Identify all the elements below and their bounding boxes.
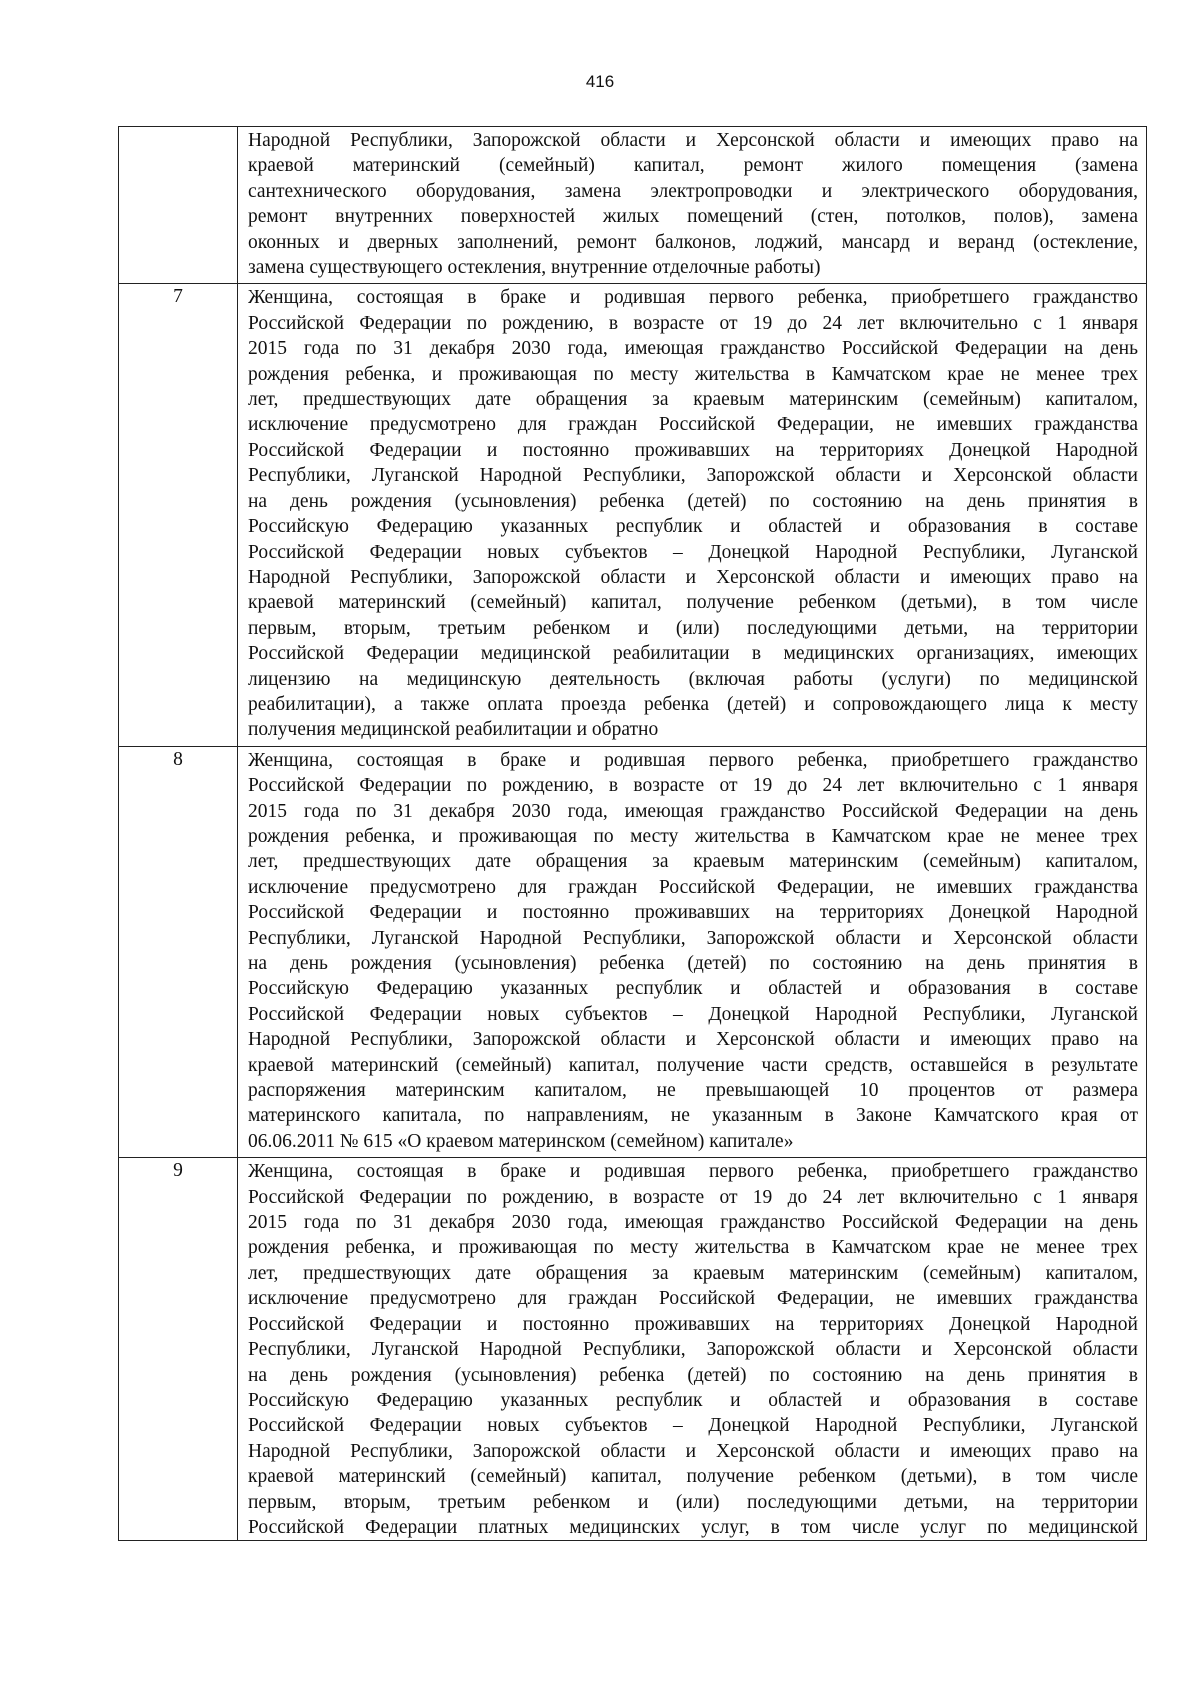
text-line: сантехнического оборудования, замена электропроводки и электрического оборудования, [248, 180, 1138, 202]
table-row [119, 1158, 1147, 1541]
text-line: получения медицинской реабилитации и обратно [248, 719, 659, 741]
text-line: исключение предусмотрено для граждан Российской Федерации, не имевших гражданства [248, 876, 1138, 898]
row-number-cell: 9 [119, 1158, 238, 1541]
text-line: распоряжения материнским капиталом, не превышающей 10 процентов от размера [248, 1080, 1138, 1102]
text-line: на день рождения (усыновления) ребенка (детей) по состоянию на день принятия в [248, 953, 1138, 974]
text-line: Республики, Луганской Народной Республики, Запорожской области и Херсонской области [248, 927, 1138, 949]
text-line: краевой материнский (семейный) капитал, получение части средств, оставшейся в результате [248, 1054, 1138, 1076]
text-line: на день рождения (усыновления) ребенка (детей) по состоянию на день принятия в [248, 490, 1138, 512]
text-line: лет, предшествующих дате обращения за краевым материнским (семейным) капиталом, [248, 851, 1138, 873]
text-line: материнского капитала, по направлениям, не указанным в Законе Камчатского края от [248, 1105, 1138, 1127]
text-line: 2015 года по 31 декабря 2030 года, имеющая гражданство Российской Федерации на день [248, 338, 1138, 360]
text-line: 2015 года по 31 декабря 2030 года, имеющая гражданство Российской Федерации на день [248, 800, 1138, 822]
text-line: Женщина, состоящая в браке и родившая первого ребенка, приобретшего гражданство [248, 1161, 1138, 1183]
text-line: Российской Федерации по рождению, в возрасте от 19 до 24 лет включительно с 1 января [248, 312, 1138, 334]
text-line: Российской Федерации по рождению, в возрасте от 19 до 24 лет включительно с 1 января [248, 775, 1138, 797]
text-line: Российской Федерации и постоянно проживавших на территориях Донецкой Народной [248, 1313, 1138, 1335]
table-row [119, 284, 1147, 746]
text-line: Народной Республики, Запорожской области и Херсонской области и имеющих право на [248, 1029, 1138, 1051]
text-line: на день рождения (усыновления) ребенка (детей) по состоянию на день принятия в [248, 1364, 1138, 1386]
table-body [119, 127, 1147, 1541]
text-line: Народной Республики, Запорожской области и Херсонской области и имеющих право на [248, 566, 1138, 588]
text-line: Республики, Луганской Народной Республики, Запорожской области и Херсонской области [248, 465, 1138, 487]
text-line: оконных и дверных заполнений, ремонт балконов, лоджий, мансард и веранд (остекление, [248, 231, 1138, 253]
text-line: Республики, Луганской Народной Республики, Запорожской области и Херсонской области [248, 1339, 1138, 1361]
text-line: Народной Республики, Запорожской области и Херсонской области и имеющих право на [248, 130, 1138, 151]
text-line: лет, предшествующих дате обращения за краевым материнским (семейным) капиталом, [248, 1262, 1138, 1284]
text-line: исключение предусмотрено для граждан Российской Федерации, не имевших гражданства [248, 1288, 1138, 1310]
text-line: 06.06.2011 № 615 «О краевом материнском (семейном) капитале» [248, 1130, 794, 1152]
text-line: краевой материнский (семейный) капитал, получение ребенком (детьми), в том числе [248, 592, 1138, 614]
table-row [119, 746, 1147, 1158]
table-row [119, 127, 1147, 284]
text-line: ремонт внутренних поверхностей жилых помещений (стен, потолков, полов), замена [248, 206, 1138, 228]
text-line: Российской Федерации платных медицинских услуг, в том числе услуг по медицинской [248, 1516, 1138, 1538]
document-table [118, 126, 1147, 1541]
text-line: Российскую Федерацию указанных республик и областей и образования в составе [248, 978, 1138, 1000]
text-line: Женщина, состоящая в браке и родившая первого ребенка, приобретшего гражданство [248, 749, 1138, 771]
text-line: реабилитации), а также оплата проезда ребенка (детей) и сопровождающего лица к месту [248, 693, 1138, 715]
text-line: Женщина, состоящая в браке и родившая первого ребенка, приобретшего гражданство [248, 287, 1138, 309]
row-text-cell [238, 127, 1147, 284]
text-line: Российской Федерации новых субъектов – Донецкой Народной Республики, Луганской [248, 541, 1138, 563]
text-line: лицензию на медицинскую деятельность (включая работы (услуги) по медицинской [248, 668, 1138, 690]
text-line: краевой материнский (семейный) капитал, ремонт жилого помещения (замена [248, 155, 1138, 177]
text-line: Российской Федерации и постоянно проживавших на территориях Донецкой Народной [248, 902, 1138, 924]
row-text-cell [238, 284, 1147, 746]
row-number-cell: 7 [119, 284, 238, 746]
text-line: первым, вторым, третьим ребенком и (или) последующими детьми, на территории [248, 617, 1138, 639]
row-text-cell [238, 746, 1147, 1158]
text-line: замена существующего остекления, внутренние отделочные работы) [248, 257, 821, 279]
text-line: краевой материнский (семейный) капитал, получение ребенком (детьми), в том числе [248, 1466, 1138, 1488]
text-line: Российской Федерации новых субъектов – Донецкой Народной Республики, Луганской [248, 1415, 1138, 1437]
text-line: Народной Республики, Запорожской области и Херсонской области и имеющих право на [248, 1440, 1138, 1462]
row-text-cell [238, 1158, 1147, 1541]
text-line: Российской Федерации медицинской реабилитации в медицинских организациях, имеющих [248, 643, 1138, 665]
text-line: первым, вторым, третьим ребенком и (или) последующими детьми, на территории [248, 1491, 1138, 1513]
page-number: 416 [585, 72, 615, 91]
text-line: исключение предусмотрено для граждан Российской Федерации, не имевших гражданства [248, 414, 1138, 436]
text-line: Российской Федерации и постоянно проживавших на территориях Донецкой Народной [248, 439, 1138, 461]
row-number-cell [119, 127, 238, 284]
text-line: Российской Федерации новых субъектов – Донецкой Народной Республики, Луганской [248, 1003, 1138, 1025]
text-line: рождения ребенка, и проживающая по месту жительства в Камчатском крае не менее трех [248, 1237, 1138, 1259]
text-line: Российскую Федерацию указанных республик и областей и образования в составе [248, 516, 1138, 538]
text-line: рождения ребенка, и проживающая по месту жительства в Камчатском крае не менее трех [248, 825, 1138, 847]
row-number-cell: 8 [119, 746, 238, 1158]
text-line: рождения ребенка, и проживающая по месту жительства в Камчатском крае не менее трех [248, 363, 1138, 385]
text-line: 2015 года по 31 декабря 2030 года, имеющая гражданство Российской Федерации на день [248, 1212, 1138, 1234]
text-line: Российской Федерации по рождению, в возрасте от 19 до 24 лет включительно с 1 января [248, 1186, 1138, 1208]
text-line: Российскую Федерацию указанных республик и областей и образования в составе [248, 1389, 1138, 1411]
text-line: лет, предшествующих дате обращения за краевым материнским (семейным) капиталом, [248, 389, 1138, 411]
